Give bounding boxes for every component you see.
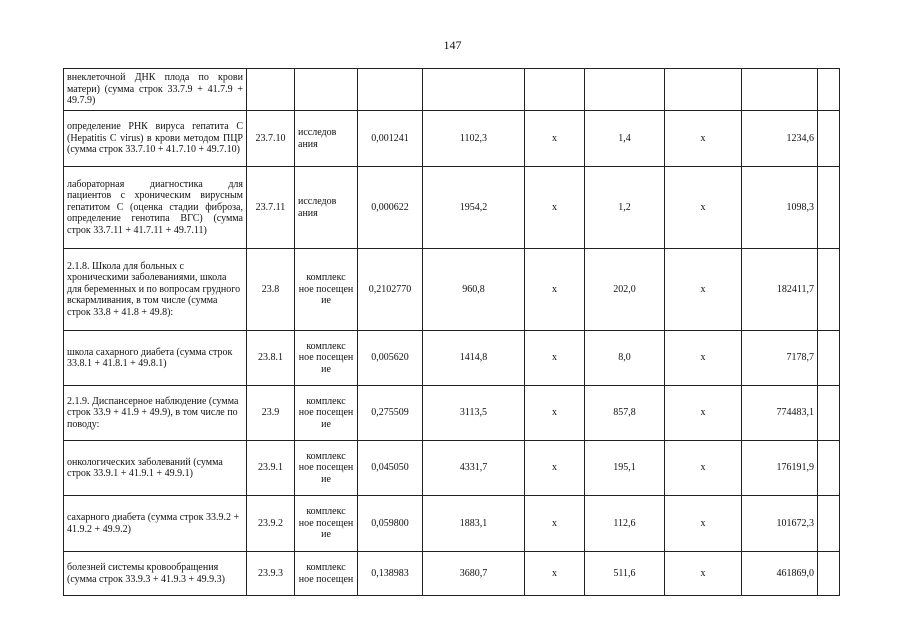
row-name-cell: 2.1.8. Школа для больных с хроническими заболеваниями, школа для беременных и по вопросам грудного вскармливания, в том числе (сумма строк 33.8 + 41.8 + 49.8): xyxy=(64,249,247,331)
row-x1-cell: х xyxy=(525,441,585,496)
table-row xyxy=(64,331,840,386)
row-norm-cell: 0,059800 xyxy=(358,496,423,552)
row-x1-cell: х xyxy=(525,496,585,552)
row-norm-cell xyxy=(358,69,423,111)
row-norm-cell: 0,275509 xyxy=(358,386,423,441)
row-line-cell: 23.8 xyxy=(247,249,295,331)
row-norm-cell: 0,2102770 xyxy=(358,249,423,331)
row-cost-cell: 1414,8 xyxy=(423,331,525,386)
row-x1-cell: х xyxy=(525,331,585,386)
row-cost-cell: 4331,7 xyxy=(423,441,525,496)
row-line-cell: 23.7.11 xyxy=(247,167,295,249)
row-line-cell: 23.9 xyxy=(247,386,295,441)
row-unit-cell: комплекс ное посещен ие xyxy=(295,249,358,331)
row-name-cell: сахарного диабета (сумма строк 33.9.2 + 41.9.2 + 49.9.2) xyxy=(64,496,247,552)
row-x1-cell: х xyxy=(525,552,585,596)
page-number: 147 xyxy=(443,38,462,52)
row-extra-cell xyxy=(818,552,840,596)
row-extra-cell xyxy=(818,331,840,386)
row-extra-cell xyxy=(818,496,840,552)
row-line-cell: 23.8.1 xyxy=(247,331,295,386)
row-name-cell: лабораторная диагностика для пациентов с хроническим вирусным гепатитом С (оценка стадии фиброза, определение генотипа ВГС) (сумма строк 33.7.11 + 41.7.11 + 49.7.11) xyxy=(64,167,247,249)
table-row xyxy=(64,552,840,596)
row-cost-cell: 3113,5 xyxy=(423,386,525,441)
row-total-cell: 461869,0 xyxy=(742,552,818,596)
table-row xyxy=(64,111,840,167)
row-x2-cell: х xyxy=(665,552,742,596)
row-unit-cell: исследов ания xyxy=(295,111,358,167)
row-extra-cell xyxy=(818,111,840,167)
row-x2-cell: х xyxy=(665,386,742,441)
row-total-cell xyxy=(742,69,818,111)
table-row xyxy=(64,249,840,331)
row-norm-cell: 0,138983 xyxy=(358,552,423,596)
row-name-cell: болезней системы кровообращения (сумма строк 33.9.3 + 41.9.3 + 49.9.3) xyxy=(64,552,247,596)
row-value-cell: 1,2 xyxy=(585,167,665,249)
row-unit-cell: комплекс ное посещен ие xyxy=(295,386,358,441)
table-row xyxy=(64,69,840,111)
row-total-cell: 774483,1 xyxy=(742,386,818,441)
row-x1-cell xyxy=(525,69,585,111)
row-x1-cell: х xyxy=(525,167,585,249)
table-row xyxy=(64,386,840,441)
row-unit-cell: комплекс ное посещен ие xyxy=(295,331,358,386)
row-norm-cell: 0,001241 xyxy=(358,111,423,167)
row-name-cell: школа сахарного диабета (сумма строк 33.8.1 + 41.8.1 + 49.8.1) xyxy=(64,331,247,386)
row-value-cell: 195,1 xyxy=(585,441,665,496)
row-value-cell: 112,6 xyxy=(585,496,665,552)
row-cost-cell: 960,8 xyxy=(423,249,525,331)
row-extra-cell xyxy=(818,167,840,249)
row-line-cell: 23.7.10 xyxy=(247,111,295,167)
row-unit-cell xyxy=(295,69,358,111)
row-line-cell: 23.9.3 xyxy=(247,552,295,596)
row-extra-cell xyxy=(818,249,840,331)
row-total-cell: 1098,3 xyxy=(742,167,818,249)
row-value-cell: 8,0 xyxy=(585,331,665,386)
row-x2-cell: х xyxy=(665,331,742,386)
row-total-cell: 176191,9 xyxy=(742,441,818,496)
row-norm-cell: 0,000622 xyxy=(358,167,423,249)
row-extra-cell xyxy=(818,386,840,441)
row-x2-cell: х xyxy=(665,441,742,496)
row-line-cell xyxy=(247,69,295,111)
row-x1-cell: х xyxy=(525,386,585,441)
row-cost-cell: 1954,2 xyxy=(423,167,525,249)
row-total-cell: 101672,3 xyxy=(742,496,818,552)
row-name-cell: онкологических заболеваний (сумма строк 33.9.1 + 41.9.1 + 49.9.1) xyxy=(64,441,247,496)
row-x2-cell: х xyxy=(665,249,742,331)
row-value-cell: 1,4 xyxy=(585,111,665,167)
row-cost-cell: 3680,7 xyxy=(423,552,525,596)
row-unit-cell: комплекс ное посещен ие xyxy=(295,496,358,552)
row-line-cell: 23.9.1 xyxy=(247,441,295,496)
table-row xyxy=(64,167,840,249)
table-row xyxy=(64,441,840,496)
row-total-cell: 1234,6 xyxy=(742,111,818,167)
row-x2-cell: х xyxy=(665,111,742,167)
row-x1-cell: х xyxy=(525,111,585,167)
row-x2-cell xyxy=(665,69,742,111)
row-value-cell: 202,0 xyxy=(585,249,665,331)
row-cost-cell: 1102,3 xyxy=(423,111,525,167)
row-name-cell: определение РНК вируса гепатита С (Hepatitis С virus) в крови методом ПЦР (сумма строк 33.7.10 + 41.7.10 + 49.7.10) xyxy=(64,111,247,167)
data-table xyxy=(63,68,840,596)
row-unit-cell: комплекс ное посещен xyxy=(295,552,358,596)
row-cost-cell: 1883,1 xyxy=(423,496,525,552)
row-name-cell: внеклеточной ДНК плода по крови матери) (сумма строк 33.7.9 + 41.7.9 + 49.7.9) xyxy=(64,69,247,111)
table-row xyxy=(64,496,840,552)
row-x2-cell: х xyxy=(665,496,742,552)
row-extra-cell xyxy=(818,69,840,111)
row-value-cell: 857,8 xyxy=(585,386,665,441)
row-unit-cell: исследов ания xyxy=(295,167,358,249)
row-x2-cell: х xyxy=(665,167,742,249)
row-total-cell: 182411,7 xyxy=(742,249,818,331)
row-line-cell: 23.9.2 xyxy=(247,496,295,552)
row-extra-cell xyxy=(818,441,840,496)
row-total-cell: 7178,7 xyxy=(742,331,818,386)
row-value-cell: 511,6 xyxy=(585,552,665,596)
row-value-cell xyxy=(585,69,665,111)
row-cost-cell xyxy=(423,69,525,111)
row-x1-cell: х xyxy=(525,249,585,331)
row-norm-cell: 0,005620 xyxy=(358,331,423,386)
row-name-cell: 2.1.9. Диспансерное наблюдение (сумма строк 33.9 + 41.9 + 49.9), в том числе по поводу: xyxy=(64,386,247,441)
row-norm-cell: 0,045050 xyxy=(358,441,423,496)
row-unit-cell: комплекс ное посещен ие xyxy=(295,441,358,496)
